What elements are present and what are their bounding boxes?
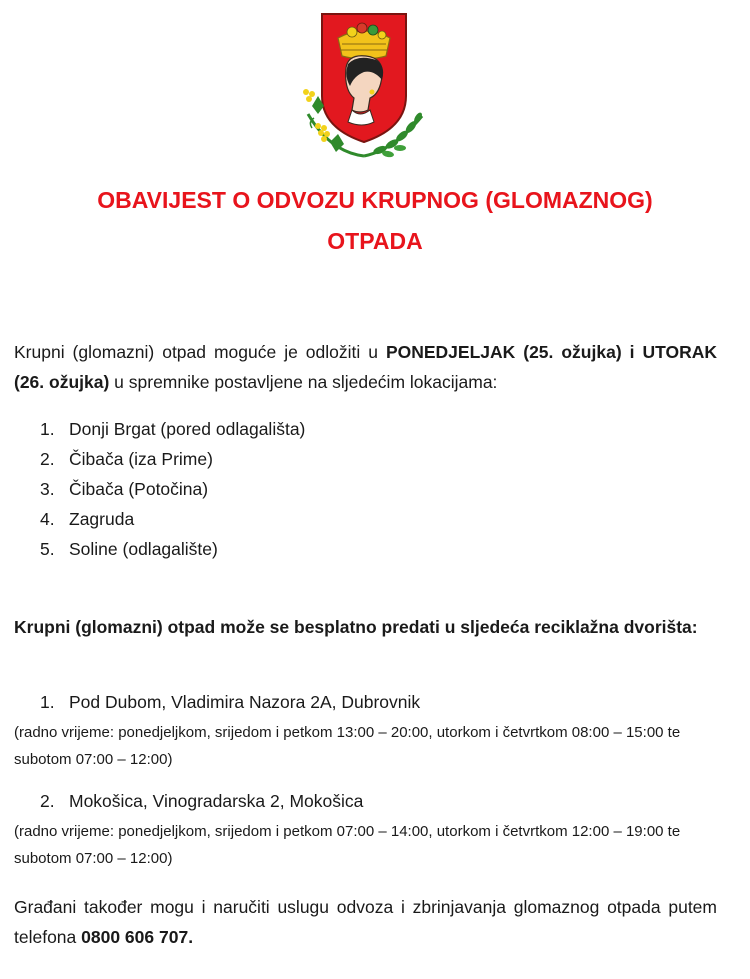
intro-dates: PONEDJELJAK (25. ožujka) i UTORAK (26. ožujka) bbox=[14, 342, 717, 392]
location-list bbox=[40, 414, 305, 564]
closing-paragraph bbox=[14, 892, 717, 952]
list-item bbox=[40, 444, 305, 474]
list-item-number: 2. bbox=[40, 449, 55, 469]
list-item bbox=[40, 534, 305, 564]
yard-name: Pod Dubom, Vladimira Nazora 2A, Dubrovnik bbox=[69, 692, 421, 712]
list-item-label: Čibača (Potočina) bbox=[69, 479, 209, 499]
list-item-label: Zagruda bbox=[69, 509, 135, 529]
yard-hours: (radno vrijeme: ponedjeljkom, srijedom i petkom 13:00 – 20:00, utorkom i četvrtkom 08:00 – 15:00 te subotom 07:00 – 12:00) bbox=[14, 724, 681, 768]
intro-text-before: Krupni (glomazni) otpad moguće je odložiti u bbox=[14, 342, 386, 362]
recycling-yard-2 bbox=[40, 786, 363, 816]
recycling-heading: Krupni (glomazni) otpad može se besplatno predati u sljedeća reciklažna dvorišta: bbox=[14, 617, 698, 637]
recycling-yard-1 bbox=[40, 687, 420, 717]
list-item-label: Soline (odlagalište) bbox=[69, 539, 218, 559]
list-item bbox=[40, 474, 305, 504]
notice-title bbox=[20, 180, 730, 262]
closing-period: . bbox=[188, 927, 194, 947]
intro-text-after: u spremnike postavljene na sljedećim lokacijama: bbox=[109, 372, 498, 392]
title-line-2: OTPADA bbox=[327, 228, 423, 254]
closing-text: Građani također mogu i naručiti uslugu odvoza i zbrinjavanja glomaznog otpada putem telefona bbox=[14, 897, 717, 947]
list-item bbox=[40, 687, 420, 717]
yard-hours: (radno vrijeme: ponedjeljkom, srijedom i petkom 07:00 – 14:00, utorkom i četvrtkom 12:00 – 19:00 te subotom 07:00 – 12:00) bbox=[14, 823, 681, 867]
coat-of-arms-icon bbox=[294, 10, 434, 162]
title-line-1: OBAVIJEST O ODVOZU KRUPNOG (GLOMAZNOG) bbox=[97, 187, 653, 213]
list-item-label: Čibača (iza Prime) bbox=[69, 449, 213, 469]
list-item-number: 1. bbox=[40, 419, 55, 439]
yard-name: Mokošica, Vinogradarska 2, Mokošica bbox=[69, 791, 364, 811]
list-item-number: 2. bbox=[40, 791, 55, 811]
list-item-number: 1. bbox=[40, 692, 55, 712]
list-item bbox=[40, 786, 363, 816]
list-item-number: 4. bbox=[40, 509, 55, 529]
list-item bbox=[40, 504, 305, 534]
intro-paragraph bbox=[14, 337, 717, 397]
list-item-label: Donji Brgat (pored odlagališta) bbox=[69, 419, 306, 439]
phone-number: 0800 606 707 bbox=[81, 927, 189, 947]
list-item bbox=[40, 414, 305, 444]
list-item-number: 3. bbox=[40, 479, 55, 499]
list-item-number: 5. bbox=[40, 539, 55, 559]
